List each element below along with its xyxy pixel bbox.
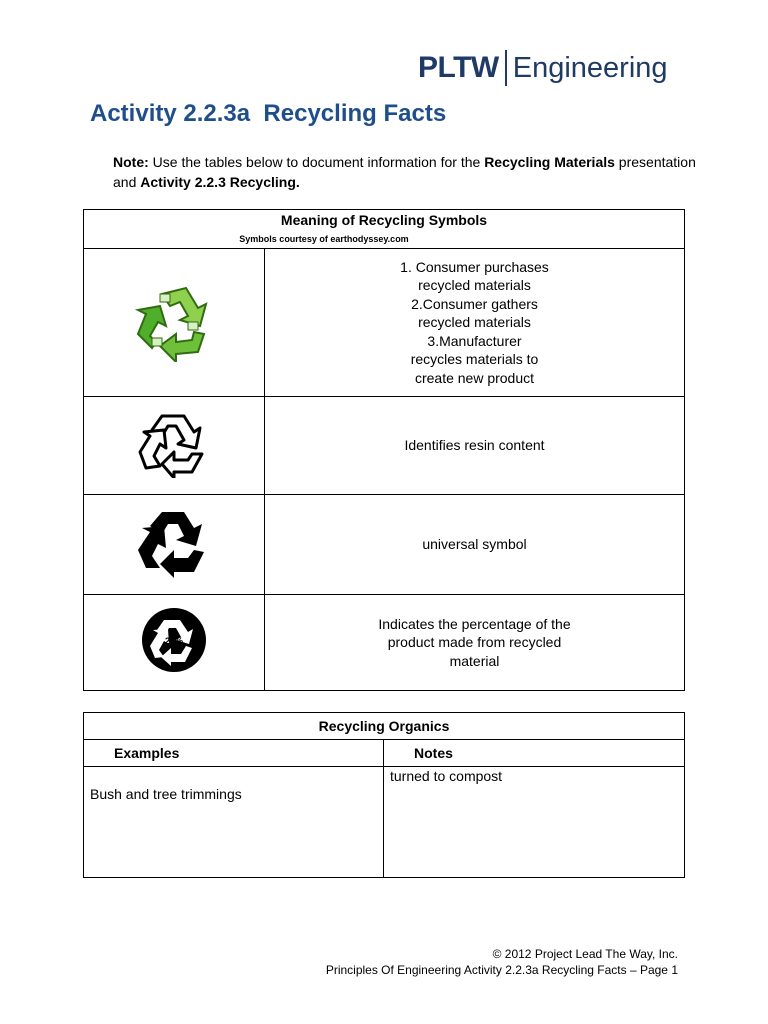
symbols-credit: Symbols courtesy of earthodyssey.com xyxy=(239,234,409,244)
symbol-cell xyxy=(84,495,265,595)
notes-text: turned to compost xyxy=(390,768,503,784)
note-bold-1: Recycling Materials xyxy=(484,154,615,170)
footer-page-info: Principles Of Engineering Activity 2.2.3a Recycling Facts – Page 1 xyxy=(325,963,678,977)
note-text-2: presentation and xyxy=(113,154,696,190)
description-line: recycled materials xyxy=(418,314,531,331)
description-line: Identifies resin content xyxy=(404,437,545,454)
symbol-description xyxy=(265,495,685,595)
example-cell xyxy=(84,767,384,878)
logo-engineering: Engineering xyxy=(512,51,668,84)
examples-header-label: Examples xyxy=(114,745,180,761)
recycling-organics-table xyxy=(83,712,685,878)
description-line: create new product xyxy=(414,369,535,386)
description-line: material xyxy=(449,652,500,669)
table-row xyxy=(84,397,685,495)
outline-recycling-icon xyxy=(138,408,210,478)
description-line: universal symbol xyxy=(422,536,527,553)
symbol-description xyxy=(265,595,685,691)
notes-header-label: Notes xyxy=(414,745,453,761)
table-row xyxy=(84,767,685,878)
note-label: Note: xyxy=(113,154,149,170)
symbol-cell xyxy=(84,397,265,495)
solid-recycling-icon xyxy=(138,506,210,578)
examples-column-header xyxy=(84,740,384,767)
symbol-cell xyxy=(84,595,265,691)
percentage-badge: 20% xyxy=(164,636,184,646)
organics-column-header-row xyxy=(84,740,685,767)
description-line: 1. Consumer purchases xyxy=(400,258,549,275)
description-line: 3.Manufacturer xyxy=(427,332,522,349)
recycling-symbols-table xyxy=(83,209,685,691)
logo-divider xyxy=(505,50,507,86)
description-line: Indicates the percentage of the xyxy=(378,615,571,632)
organics-table-header-row xyxy=(84,713,685,740)
example-text: Bush and tree trimmings xyxy=(90,786,242,802)
notes-cell xyxy=(384,767,685,878)
page-title: Activity 2.2.3a Recycling Facts xyxy=(90,100,447,127)
symbols-table-header xyxy=(84,210,685,249)
logo-pltw: PLTW xyxy=(418,51,499,84)
table-row xyxy=(84,595,685,691)
green-recycling-loop-icon xyxy=(132,278,216,362)
description-line: product made from recycled xyxy=(387,634,562,651)
notes-column-header xyxy=(384,740,685,767)
pltw-engineering-logo xyxy=(418,48,668,88)
note-text-1: Use the tables below to document information for the xyxy=(148,154,485,170)
description-line: 2.Consumer gathers xyxy=(411,295,538,312)
description-line: recycles materials to xyxy=(410,351,539,368)
table-row xyxy=(84,249,685,397)
symbols-table-title: Meaning of Recycling Symbols xyxy=(280,212,488,228)
symbols-table-header-row xyxy=(84,210,685,249)
symbol-description xyxy=(265,397,685,495)
note-paragraph xyxy=(113,152,713,192)
symbol-description xyxy=(265,249,685,397)
page-footer xyxy=(326,946,678,978)
note-bold-2: Activity 2.2.3 Recycling. xyxy=(140,174,300,190)
table-row xyxy=(84,495,685,595)
description-line: recycled materials xyxy=(418,277,531,294)
organics-table-title: Recycling Organics xyxy=(84,713,685,740)
recycled-percentage-icon xyxy=(140,606,208,674)
symbol-cell xyxy=(84,249,265,397)
footer-copyright: © 2012 Project Lead The Way, Inc. xyxy=(492,947,678,961)
